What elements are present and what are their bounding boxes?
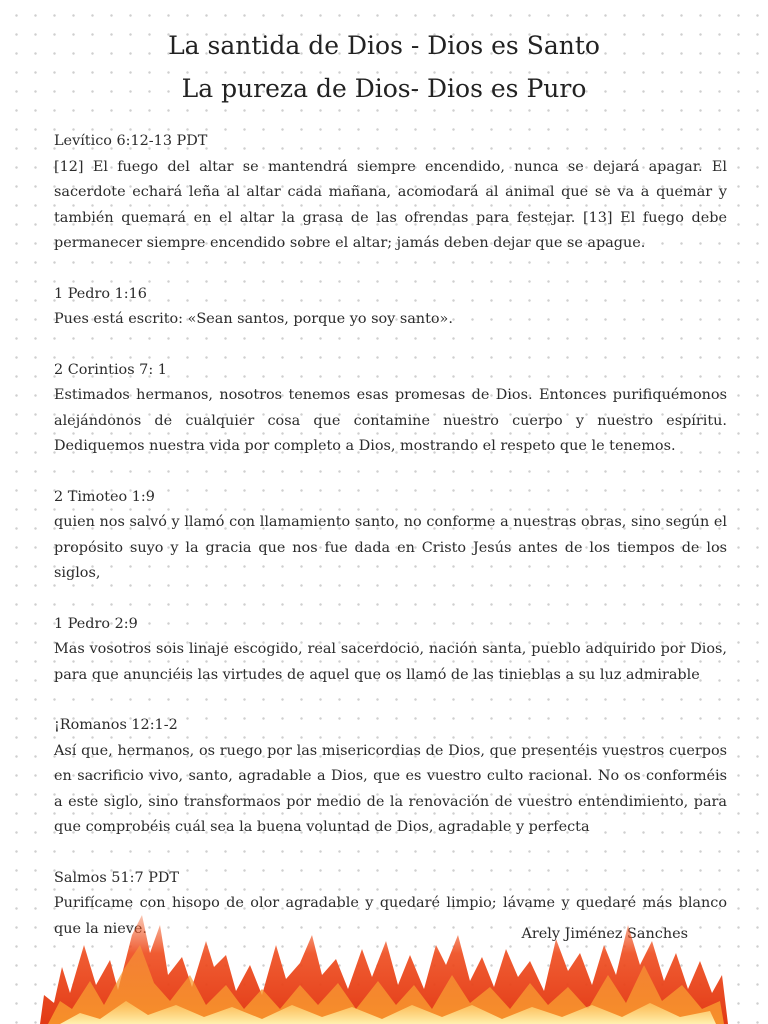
scripture-list (54, 129, 727, 967)
passage-1-pedro-1 (54, 282, 727, 333)
page-title: La santida de Dios - Dios es Santo (168, 31, 600, 60)
passage-text: Pues está escrito: «Sean santos, porque yo soy santo». (54, 311, 453, 327)
passage-reference: 1 Pedro 2:9 (54, 615, 138, 632)
passage-text: [12] El fuego del altar se mantendrá siempre encendido, nunca se dejará apagar. El sacerdote echará leña al altar cada mañana, acomodará al animal que se va a quemar y también quemará en el altar la grasa de las ofrendas para festejar. [13] El fuego debe permanecer siempre encendido sobre el altar; jamás deben dejar que se apague. (54, 158, 727, 251)
flames-illustration-icon (0, 905, 768, 1024)
author-signature: Arely Jiménez Sanches (521, 926, 688, 942)
passage-romanos (54, 713, 727, 841)
page-header (0, 24, 768, 110)
passage-reference: ¡Romanos 12:1-2 (54, 717, 178, 733)
passage-reference: Salmos 51:7 PDT (54, 869, 180, 886)
passage-2-timoteo (54, 485, 727, 587)
passage-reference: 2 Timoteo 1:9 (54, 488, 155, 505)
passage-text: quien nos salvó y llamó con llamamiento santo, no conforme a nuestras obras, sino según el propósito suyo y la gracia que nos fue dada en Cristo Jesús antes de los tiempos de los siglos, (54, 514, 727, 581)
passage-text: Así que, hermanos, os ruego por las misericordias de Dios, que presentéis vuestros cuerpos en sacrificio vivo, santo, agradable a Dios, que es vuestro culto racional. No os conforméis a este siglo, sino transformaos por medio de la renovación de vuestro entendimiento, para que comprobéis cuál sea la buena voluntad de Dios, agradable y perfecta (54, 742, 727, 835)
passage-reference: Levítico 6:12-13 PDT (54, 133, 208, 149)
passage-2-corintios (54, 358, 727, 460)
passage-text: Purifícame con hisopo de olor agradable y quedaré limpio; lávame y quedaré más blanco que la nieve. (54, 895, 727, 937)
passage-reference: 1 Pedro 1:16 (54, 285, 147, 302)
page-subtitle: La pureza de Dios- Dios es Puro (181, 74, 587, 103)
passage-reference: 2 Corintios 7: 1 (54, 361, 167, 378)
passage-text: Estimados hermanos, nosotros tenemos esas promesas de Dios. Entonces purifiquémonos alejándonos de cualquier cosa que contamine nuestro cuerpo y nuestro espíritu. Dediquemos nuestra vida por completo a Dios, mostrando el respeto que le tenemos. (54, 387, 727, 454)
passage-levitico (54, 129, 727, 257)
passage-text: Mas vosotros sois linaje escogido, real sacerdocio, nación santa, pueblo adquirido por Dios, para que anunciéis las virtudes de aquel que os llamó de las tinieblas a su luz admirable (54, 641, 727, 683)
passage-1-pedro-2 (54, 612, 727, 689)
